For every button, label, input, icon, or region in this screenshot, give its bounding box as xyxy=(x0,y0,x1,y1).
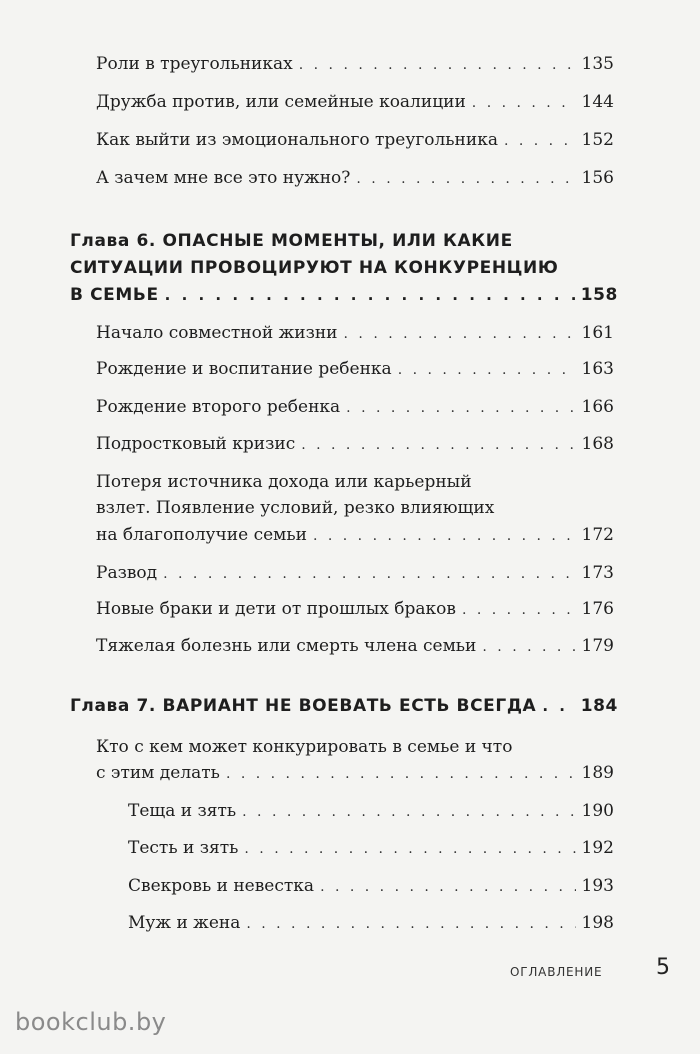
toc-entry-title: А зачем мне все это нужно? xyxy=(96,168,351,188)
toc-entry-page: 135 xyxy=(581,54,614,74)
watermark-text: bookclub.by xyxy=(15,1008,167,1036)
toc-entry-title: Рождение и воспитание ребенка xyxy=(96,359,392,379)
leader-dots xyxy=(542,699,574,714)
toc-entry-page: 172 xyxy=(581,525,614,545)
toc-entry-page: 179 xyxy=(581,636,614,656)
leader-dots xyxy=(472,96,576,110)
leader-dots xyxy=(356,172,575,186)
toc-entry-page: 189 xyxy=(581,763,614,783)
toc-entry-title: Роли в треугольниках xyxy=(96,54,293,74)
toc-subentry xyxy=(128,840,614,857)
toc-entry-line-1: Потеря источника дохода или карьерный xyxy=(96,472,472,492)
leader-dots xyxy=(346,401,575,415)
chapter-7-heading xyxy=(70,698,618,715)
leader-dots xyxy=(244,842,575,856)
toc-subentry xyxy=(128,878,614,895)
toc-entry-title: Тяжелая болезнь или смерть члена семьи xyxy=(96,636,477,656)
toc-entry xyxy=(96,765,614,782)
toc-entry-line-2: взлет. Появление условий, резко влияющих xyxy=(96,498,495,518)
leader-dots xyxy=(398,363,576,377)
toc-entry xyxy=(96,399,614,416)
chapter-title: В СЕМЬЕ xyxy=(70,285,159,305)
leader-dots xyxy=(462,603,576,617)
toc-entry-page: 193 xyxy=(581,876,614,896)
toc-entry-title: на благополучие семьи xyxy=(96,525,307,545)
leader-dots xyxy=(165,288,575,303)
chapter-title: Глава 7. ВАРИАНТ НЕ ВОЕВАТЬ ЕСТЬ ВСЕГДА xyxy=(70,696,537,716)
chapter-6-heading-line-3 xyxy=(70,287,618,304)
toc-entry-title: Как выйти из эмоционального треугольника xyxy=(96,130,498,150)
toc-entry-title: Тесть и зять xyxy=(128,838,239,858)
leader-dots xyxy=(504,134,576,148)
toc-entry-page: 192 xyxy=(581,838,614,858)
toc-entry-title: Новые браки и дети от прошлых браков xyxy=(96,599,456,619)
toc-entry-page: 190 xyxy=(581,801,614,821)
chapter-page: 158 xyxy=(580,285,618,305)
toc-entry-title: Начало совместной жизни xyxy=(96,323,338,343)
leader-dots xyxy=(313,529,576,543)
toc-entry xyxy=(96,527,614,544)
leader-dots xyxy=(344,327,576,341)
toc-entry xyxy=(96,56,614,73)
toc-entry-title: Теща и зять xyxy=(128,801,237,821)
toc-entry-page: 144 xyxy=(581,92,614,112)
chapter-6-heading-line-1: Глава 6. ОПАСНЫЕ МОМЕНТЫ, ИЛИ КАКИЕ xyxy=(70,231,513,251)
toc-entry-title: Подростковый кризис xyxy=(96,434,296,454)
toc-entry-page: 166 xyxy=(581,397,614,417)
leader-dots xyxy=(163,567,575,581)
toc-entry xyxy=(96,436,614,453)
leader-dots xyxy=(482,640,575,654)
toc-entry-page: 168 xyxy=(581,434,614,454)
toc-entry-page: 176 xyxy=(581,599,614,619)
toc-entry-title: Рождение второго ребенка xyxy=(96,397,341,417)
toc-entry xyxy=(96,638,614,655)
leader-dots xyxy=(226,767,576,781)
chapter-6-heading-line-2: СИТУАЦИИ ПРОВОЦИРУЮТ НА КОНКУРЕНЦИЮ xyxy=(70,258,559,278)
leader-dots xyxy=(320,880,575,894)
toc-entry-title: Муж и жена xyxy=(128,913,241,933)
leader-dots xyxy=(299,58,576,72)
leader-dots xyxy=(242,805,575,819)
toc-entry-title: Дружба против, или семейные коалиции xyxy=(96,92,466,112)
toc-entry-title: Свекровь и невестка xyxy=(128,876,315,896)
toc-entry-title: с этим делать xyxy=(96,763,220,783)
toc-entry xyxy=(96,601,614,618)
leader-dots xyxy=(246,917,575,931)
toc-entry-line-1: Кто с кем может конкурировать в семье и что xyxy=(96,737,513,757)
toc-entry xyxy=(96,170,614,187)
toc-entry-page: 152 xyxy=(581,130,614,150)
toc-subentry xyxy=(128,803,614,820)
toc-entry-title: Развод xyxy=(96,563,158,583)
toc-entry-page: 156 xyxy=(581,168,614,188)
toc-entry xyxy=(96,361,614,378)
leader-dots xyxy=(301,438,575,452)
running-footer-section: ОГЛАВЛЕНИЕ xyxy=(510,965,603,979)
toc-entry xyxy=(96,132,614,149)
chapter-page: 184 xyxy=(580,696,618,716)
toc-entry-page: 163 xyxy=(581,359,614,379)
toc-subentry xyxy=(128,915,614,932)
toc-entry xyxy=(96,94,614,111)
page-number: 5 xyxy=(656,955,670,980)
toc-entry xyxy=(96,565,614,582)
toc-entry-page: 173 xyxy=(581,563,614,583)
toc-entry-page: 161 xyxy=(581,323,614,343)
toc-entry-page: 198 xyxy=(581,913,614,933)
toc-entry xyxy=(96,325,614,342)
